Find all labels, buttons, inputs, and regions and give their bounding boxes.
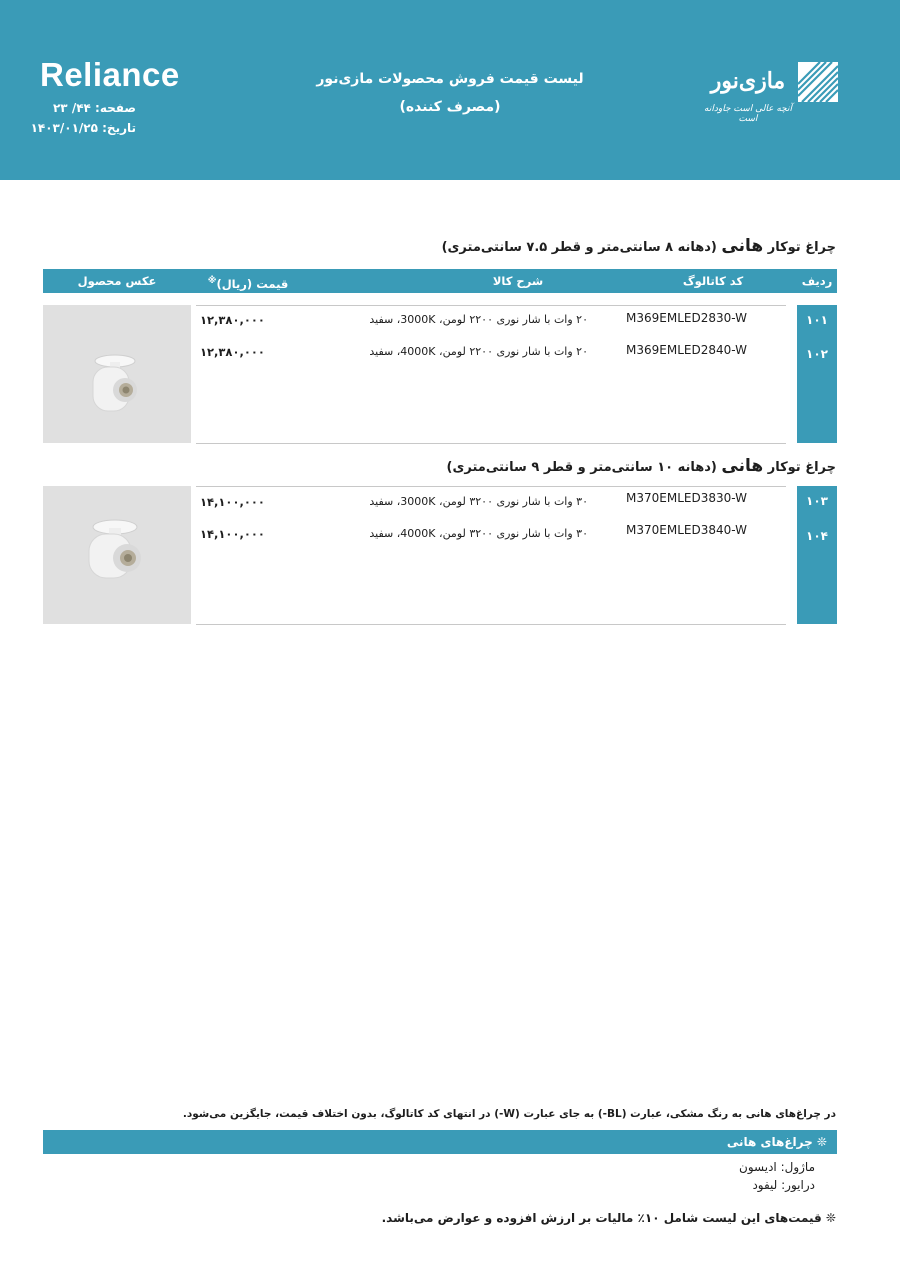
row-number: ۱۰۳ <box>806 494 828 508</box>
header-photo: عکس محصول <box>77 274 157 288</box>
page-number: صفحه: ۴۴/ ۲۳ <box>52 101 136 115</box>
product-price: ۱۲,۳۸۰,۰۰۰ <box>200 345 265 359</box>
footer-bar-label: ❊ چراغ‌های هانی <box>726 1135 827 1149</box>
row-divider <box>196 443 786 444</box>
catalog-code: M369EMLED2830-W <box>626 311 747 325</box>
catalog-code: M370EMLED3840-W <box>626 523 747 537</box>
logo-tagline: آنچه عالی است جاودانه است <box>704 104 792 124</box>
catalog-code: M370EMLED3830-W <box>626 491 747 505</box>
module-spec: ماژول: ادیسون <box>739 1160 815 1174</box>
product-description: ۳۰ وات با شار نوری ۳۲۰۰ لومن، 3000K، سفید <box>369 495 588 508</box>
spotlight-icon <box>43 486 191 624</box>
footer-bar <box>43 1130 837 1154</box>
product-price: ۱۴,۱۰۰,۰۰۰ <box>200 527 265 541</box>
row-divider <box>196 486 786 487</box>
section-title-suffix: (دهانه ۸ سانتی‌متر و قطر ۷.۵ سانتی‌متری) <box>441 240 717 255</box>
document-title: لیست قیمت فروش محصولات مازی‌نور <box>316 71 584 87</box>
section-title-suffix: (دهانه ۱۰ سانتی‌متر و قطر ۹ سانتی‌متری) <box>446 460 717 475</box>
row-number: ۱۰۲ <box>806 347 828 361</box>
driver-spec: درایور: لیفود <box>752 1178 815 1192</box>
product-photo <box>43 305 191 443</box>
asterisk-icon: ※ <box>207 276 217 286</box>
spotlight-icon <box>43 305 191 443</box>
product-description: ۳۰ وات با شار نوری ۳۲۰۰ لومن، 4000K، سفید <box>369 527 588 540</box>
header-row-number: ردیف <box>801 274 833 288</box>
document-date: تاریخ: ۱۴۰۳/۰۱/۲۵ <box>30 121 136 135</box>
section-title <box>442 236 836 256</box>
brand-name: Reliance <box>40 56 180 93</box>
row-divider <box>196 305 786 306</box>
header-catalog-code: کد کاتالوگ <box>682 274 744 288</box>
catalog-code: M369EMLED2840-W <box>626 343 747 357</box>
section-title <box>447 456 836 476</box>
document-subtitle: (مصرف کننده) <box>399 99 501 115</box>
product-price: ۱۲,۳۸۰,۰۰۰ <box>200 313 265 327</box>
section-title-prefix: چراغ توکار <box>767 240 836 255</box>
logo-wordmark: مازی‌نور <box>710 68 786 94</box>
row-number: ۱۰۴ <box>806 529 828 543</box>
header-price-label: قیمت (ریال) <box>216 276 289 291</box>
product-description: ۲۰ وات با شار نوری ۲۲۰۰ لومن، 3000K، سفید <box>369 313 588 326</box>
section-title-prefix: چراغ توکار <box>767 460 836 475</box>
row-number: ۱۰۱ <box>806 313 828 327</box>
section-title-name: هانی <box>721 236 764 256</box>
header-description: شرح کالا <box>492 274 544 288</box>
logo-stripes-icon <box>798 62 838 102</box>
row-divider <box>196 624 786 625</box>
table-header <box>43 269 837 293</box>
color-variant-note: در چراغ‌های هانی به رنگ مشکی، عبارت (BL-) به جای عبارت (W-) در انتهای کد کاتالوگ، بدون اختلاف قیمت، جایگزین می‌شود. <box>182 1108 836 1120</box>
company-logo <box>700 60 840 122</box>
product-price: ۱۴,۱۰۰,۰۰۰ <box>200 495 265 509</box>
product-photo <box>43 486 191 624</box>
tax-note: ❊ قیمت‌های این لیست شامل ۱۰٪ مالیات بر ارزش افزوده و عوارض می‌باشد. <box>381 1211 836 1225</box>
header-price <box>198 269 298 293</box>
section-title-name: هانی <box>721 456 764 476</box>
product-description: ۲۰ وات با شار نوری ۲۲۰۰ لومن، 4000K، سفید <box>369 345 588 358</box>
